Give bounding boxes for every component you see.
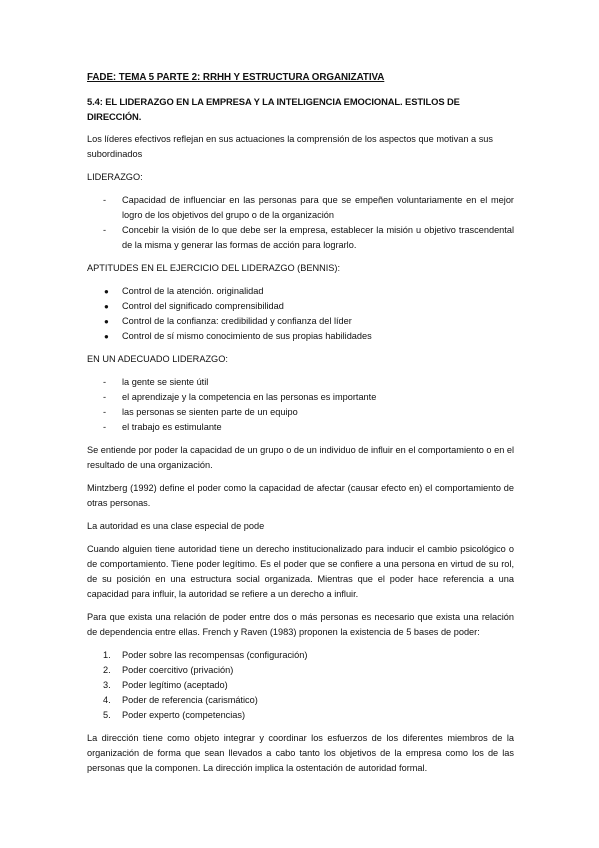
relacion-poder-paragraph: Para que exista una relación de poder entre dos o más personas es necesario que exista una relación de dependencia entre ellas. French y Raven (1983) proponen la existencia de 5 bases de poder: bbox=[87, 612, 514, 637]
autoridad-paragraph: Cuando alguien tiene autoridad tiene un derecho institucionalizado para inducir el cambio psicológico o de comportamiento. Tiene poder legítimo. Es el poder que se confiere a una persona en virtud de su rol, de su posición en una estructura social organizada. Mientras que el poder hace referencia a una capacidad para influir, la autoridad se refiere a un derecho a influir. bbox=[87, 544, 514, 599]
dash-marker: - bbox=[103, 195, 107, 205]
number-marker: 1. bbox=[103, 650, 111, 660]
list-item: 3. Poder legítimo (aceptado) bbox=[87, 678, 514, 693]
list-item: - las personas se sienten parte de un equipo bbox=[87, 405, 514, 420]
list-item: 4. Poder de referencia (carismático) bbox=[87, 693, 514, 708]
bullet-icon: ● bbox=[104, 302, 109, 311]
autoridad-clase: La autoridad es una clase especial de pode bbox=[87, 521, 265, 531]
list-item: ● Control de la confianza: credibilidad y confianza del líder bbox=[87, 314, 514, 329]
adecuado-heading: EN UN ADECUADO LIDERAZGO: bbox=[87, 354, 228, 364]
dash-marker: - bbox=[103, 407, 107, 417]
list-item: - la gente se siente útil bbox=[87, 375, 514, 390]
poder-definition: Se entiende por poder la capacidad de un grupo o de un individuo de influir en el comportamiento o en el resultado de una organización. bbox=[87, 445, 515, 470]
aptitudes-heading: APTITUDES EN EL EJERCICIO DEL LIDERAZGO (BENNIS): bbox=[87, 263, 341, 273]
liderazgo-heading: LIDERAZGO: bbox=[87, 172, 143, 182]
list-item: 2. Poder coercitivo (privación) bbox=[87, 663, 514, 678]
list-item: ● Control de sí mismo conocimiento de sus propias habilidades bbox=[87, 329, 514, 344]
list-item: - el aprendizaje y la competencia en las personas es importante bbox=[87, 390, 514, 405]
dash-marker: - bbox=[103, 377, 107, 387]
aptitudes-list bbox=[87, 284, 514, 344]
list-item: - Capacidad de influenciar en las personas para que se empeñen voluntariamente en el mejor logro de los objetivos del grupo o de la organización bbox=[103, 195, 514, 220]
document-page bbox=[87, 70, 514, 784]
number-marker: 2. bbox=[103, 665, 111, 675]
document-title: FADE: TEMA 5 PARTE 2: RRHH Y ESTRUCTURA ORGANIZATIVA bbox=[87, 72, 385, 83]
bases-poder-list bbox=[87, 648, 514, 723]
liderazgo-list bbox=[87, 193, 514, 253]
list-item: - el trabajo es estimulante bbox=[87, 420, 514, 435]
bullet-icon: ● bbox=[104, 287, 109, 296]
number-marker: 5. bbox=[103, 710, 111, 720]
dash-marker: - bbox=[103, 392, 107, 402]
dash-marker: - bbox=[103, 225, 107, 235]
list-item: 1. Poder sobre las recompensas (configuración) bbox=[87, 648, 514, 663]
intro-paragraph: Los líderes efectivos reflejan en sus actuaciones la comprensión de los aspectos que motivan a sus subordinados bbox=[87, 134, 494, 159]
section-heading: 5.4: EL LIDERAZGO EN LA EMPRESA Y LA INTELIGENCIA EMOCIONAL. ESTILOS DE DIRECCIÓN. bbox=[87, 96, 460, 122]
list-item: - Concebir la visión de lo que debe ser la empresa, establecer la misión u objetivo trascendental de la misma y generar las formas de acción para lograrlo. bbox=[103, 225, 514, 250]
mintzberg-paragraph: Mintzberg (1992) define el poder como la capacidad de afectar (causar efecto en) el comportamiento de otras personas. bbox=[87, 483, 514, 508]
list-item: ● Control de la atención. originalidad bbox=[87, 284, 514, 299]
list-item: ● Control del significado comprensibilidad bbox=[87, 299, 514, 314]
bullet-icon: ● bbox=[104, 332, 109, 341]
number-marker: 3. bbox=[103, 680, 111, 690]
adecuado-list bbox=[87, 375, 514, 435]
bullet-icon: ● bbox=[104, 317, 109, 326]
dash-marker: - bbox=[103, 422, 107, 432]
number-marker: 4. bbox=[103, 695, 111, 705]
list-item: 5. Poder experto (competencias) bbox=[87, 708, 514, 723]
direccion-paragraph: La dirección tiene como objeto integrar y coordinar los esfuerzos de los diferentes miembros de la organización de forma que sean llevados a cabo tanto los objetivos de la empresa como los de las personas que la componen. La dirección implica la ostentación de autoridad formal. bbox=[87, 733, 514, 773]
